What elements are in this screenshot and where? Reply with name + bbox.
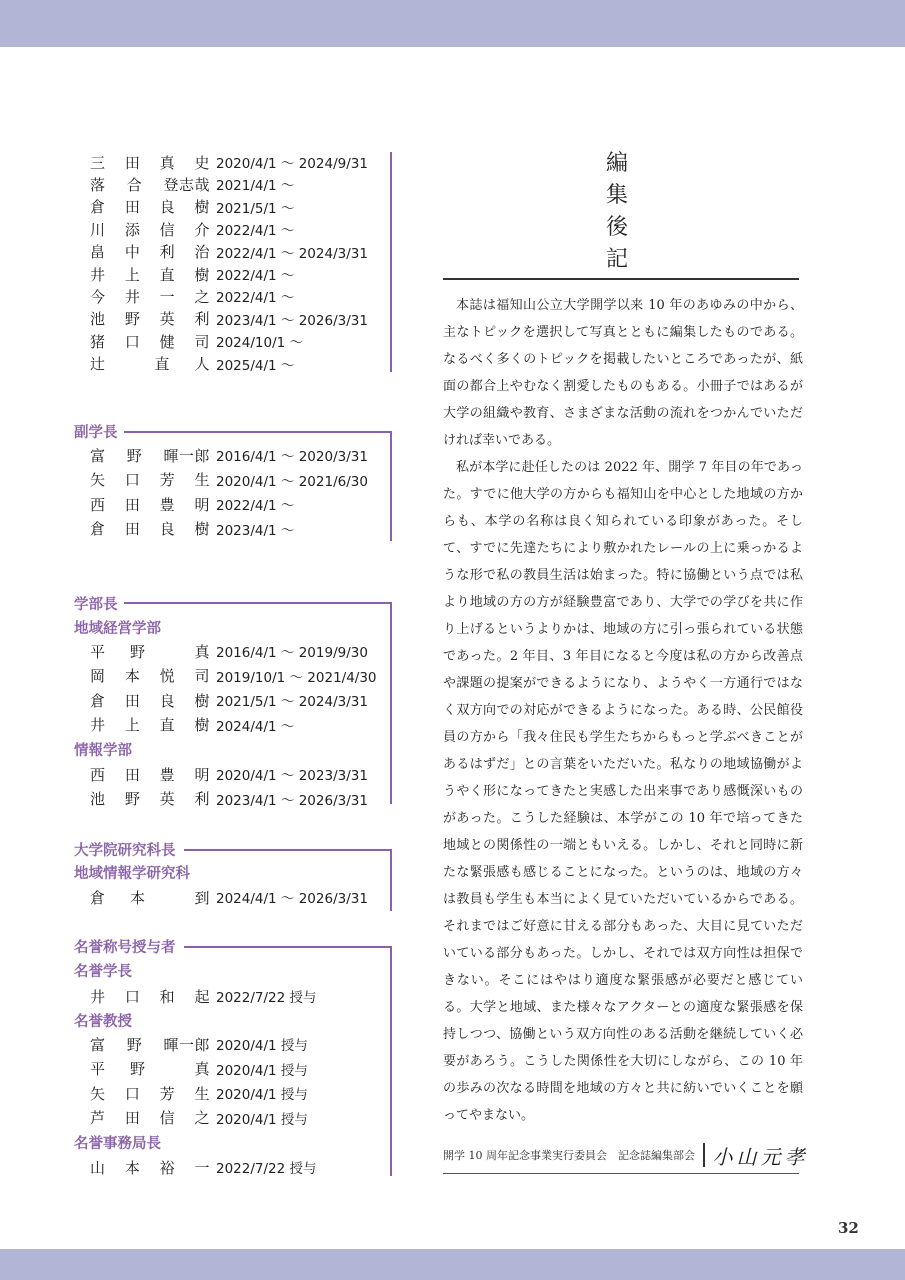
name-part: 真 — [194, 1060, 210, 1078]
name-part: 猪 — [90, 332, 106, 351]
name-part: 平 — [90, 1060, 106, 1078]
credit-text: 開学 10 周年記念事業実行委員会 記念誌編集部会 — [443, 1149, 695, 1162]
name-part: 良 — [159, 520, 176, 538]
name-part: 山 — [90, 1158, 106, 1177]
section-heading-vice-president: 副学長 — [74, 425, 118, 441]
name-part: 介 — [194, 220, 210, 239]
name-part: 人 — [194, 355, 210, 374]
person-name — [90, 1058, 210, 1079]
section-heading-grad-school: 大学院研究科長 — [74, 843, 176, 859]
person-name — [90, 665, 210, 686]
person-name — [90, 764, 210, 785]
name-part: 和 — [159, 987, 176, 1006]
term-dates: 2025/4/1 ～ — [216, 357, 295, 374]
credit-rule — [443, 1173, 799, 1174]
section-heading-deans: 学部長 — [74, 597, 118, 613]
name-part: 芦 — [90, 1109, 106, 1127]
name-part: 口 — [124, 471, 141, 489]
section-border — [390, 431, 392, 541]
name-part: 明 — [194, 495, 210, 514]
subheading-faculty: 地域経営学部 — [74, 621, 161, 637]
postscript-body — [443, 292, 803, 1129]
roster-row — [90, 308, 368, 330]
term-dates: 2023/4/1 ～ 2026/3/31 — [216, 792, 368, 809]
term-dates: 2024/4/1 ～ — [216, 718, 295, 735]
name-part: 英 — [159, 310, 176, 329]
person-name — [90, 286, 210, 307]
name-part: 矢 — [90, 471, 106, 489]
name-part: 豊 — [159, 765, 176, 784]
roster-row — [90, 330, 303, 352]
term-dates: 2020/4/1 ～ 2024/9/31 — [216, 156, 368, 172]
section-border — [390, 849, 392, 911]
name-part: 口 — [124, 332, 141, 351]
title-char: 編 — [605, 151, 628, 176]
name-part: 井 — [90, 987, 106, 1006]
name-part: 登志哉 — [163, 175, 210, 194]
credit-separator — [703, 1143, 705, 1167]
person-name — [90, 219, 210, 240]
roster-row — [90, 518, 294, 540]
term-dates: 2016/4/1 ～ 2019/9/30 — [216, 645, 368, 661]
roster-row — [90, 689, 368, 711]
roster-row — [90, 285, 294, 307]
name-part: 生 — [194, 471, 210, 489]
name-part: 之 — [194, 287, 210, 306]
name-part: 直 — [154, 355, 170, 374]
person-name — [90, 174, 210, 195]
person-name — [90, 494, 210, 515]
term-dates: 2016/4/1 ～ 2020/3/31 — [216, 449, 368, 465]
name-part: 倉 — [90, 520, 106, 538]
person-name — [90, 308, 210, 329]
section-border — [390, 602, 392, 804]
name-part: 倉 — [90, 691, 106, 710]
name-part: 落 — [90, 175, 106, 194]
person-name — [90, 641, 210, 662]
name-part: 野 — [126, 1035, 143, 1054]
person-name — [90, 152, 210, 173]
name-part: 三 — [90, 153, 106, 172]
credit-line — [443, 1142, 809, 1168]
person-name — [90, 1083, 210, 1104]
section-border — [390, 152, 392, 372]
top-band — [0, 0, 905, 47]
name-part: 裕 — [159, 1158, 176, 1177]
roster-row — [90, 241, 368, 263]
name-part: 良 — [159, 198, 176, 217]
person-name — [90, 518, 210, 539]
person-name — [90, 1034, 210, 1055]
name-part: 之 — [194, 1109, 210, 1127]
subheading-honorary: 名誉事務局長 — [74, 1136, 161, 1152]
roster-row — [90, 263, 294, 285]
name-part: 暉一郎 — [163, 1035, 210, 1054]
name-part: 本 — [124, 667, 141, 685]
person-name — [90, 264, 210, 285]
term-dates: 2020/4/1 授与 — [216, 1111, 308, 1128]
roster-row — [90, 353, 294, 375]
name-part: 口 — [124, 987, 141, 1006]
name-part: 今 — [90, 287, 106, 306]
title-char: 集 — [605, 183, 628, 208]
name-part: 野 — [130, 1060, 146, 1078]
term-dates: 2021/4/1 ～ — [216, 178, 295, 195]
roster-row — [90, 886, 368, 908]
name-part: 池 — [90, 790, 106, 808]
term-dates: 2021/5/1 ～ — [216, 200, 295, 217]
person-name — [90, 1157, 210, 1178]
name-part: 真 — [194, 642, 210, 661]
name-part: 井 — [124, 287, 141, 306]
name-part: 富 — [90, 446, 106, 465]
paragraph: 私が本学に赴任したのは 2022 年、開学 7 年目の年であった。すでに他大学の方からも福知山を中心とした地域の方からも、本学の名称は良く知られている印象があった。そして、すでに先達たちにより敷かれたレールの上に乗っかるような形で私の教員生活は始まった。特に協働という点では私より地域の方の方が経験豊富であり、大学での学びを共に作り上げるというよりかは、地域の方に引っ張られている状態であった。2 年目、3 年目になると今度は私の方から改善点や課題の提案ができるようになり、ようやく一方通行ではなく双方向での対応ができるようになった。ある時、公民館役員の方から「我々住民も学生たちからもっと学ぶべきことがあるはずだ」との言葉をいただいた。私なりの地域協働がようやく形になってきたと実感した出来事であり感慨深いものがあった。こうした経験は、本学がこの 10 年で培ってきた地域との関係性の一端ともいえる。しかし、それと同時に新たな緊張感も感じることになった。というのは、地域の方々は教員も学生も本当によく見ていただいているからである。それまではご好意に甘える部分もあった、大目に見ていただいている部分もあった。しかし、それでは双方向性は担保できない。そこにはやはり適度な緊張感が必要だと感じている。大学と地域、また様々なアクターとの適度な緊張感を保持しつつ、協働という双方向性のある活動を継続していく必要があろう。こうした関係性を大切にしながら、この 10 年の歩みの次なる時間を地域の方々と共に紡いでいくことを願ってやまない。 — [443, 460, 803, 1123]
person-name — [90, 331, 210, 352]
name-part: 田 — [124, 765, 141, 784]
name-part: 暉一郎 — [163, 446, 210, 465]
person-name — [90, 788, 210, 809]
name-part: 添 — [124, 220, 141, 239]
name-part: 直 — [159, 265, 176, 284]
name-part: 田 — [124, 495, 141, 514]
roster-row — [90, 640, 368, 662]
bottom-band — [0, 1249, 905, 1280]
roster-row — [90, 1082, 308, 1104]
name-part: 信 — [159, 1109, 176, 1127]
name-part: 平 — [90, 642, 106, 661]
name-part: 井 — [90, 716, 106, 734]
roster-row — [90, 788, 368, 810]
name-part: 岡 — [90, 667, 106, 685]
roster-row — [90, 218, 294, 240]
person-name — [90, 353, 210, 374]
title-rule — [443, 278, 799, 280]
roster-row — [90, 1033, 308, 1055]
person-name — [90, 196, 210, 217]
person-name — [90, 241, 210, 262]
name-part: 豊 — [159, 495, 176, 514]
name-part: 樹 — [194, 691, 210, 710]
name-part: 倉 — [90, 198, 106, 217]
name-part: 辻 — [90, 355, 106, 374]
name-part: 芳 — [159, 1084, 176, 1103]
roster-row — [90, 665, 377, 687]
name-part: 井 — [90, 265, 106, 284]
name-part: 司 — [194, 332, 210, 351]
subheading-faculty: 情報学部 — [74, 743, 132, 759]
name-part: 樹 — [194, 198, 210, 217]
name-part: 樹 — [194, 265, 210, 284]
roster-row — [90, 1107, 308, 1129]
name-part: 利 — [159, 243, 176, 262]
name-part: 利 — [194, 310, 210, 329]
person-name — [90, 690, 210, 711]
person-name — [90, 714, 210, 735]
roster-row — [90, 469, 368, 491]
name-part: 利 — [194, 790, 210, 808]
name-part: 本 — [124, 1158, 141, 1177]
name-part: 野 — [126, 446, 143, 465]
name-part: 明 — [194, 765, 210, 784]
name-part: 治 — [194, 243, 210, 262]
term-dates: 2022/4/1 ～ — [216, 498, 295, 514]
term-dates: 2020/4/1 授与 — [216, 1062, 308, 1079]
name-part: 樹 — [194, 716, 210, 734]
term-dates: 2020/4/1 授与 — [216, 1038, 308, 1054]
section-rule — [184, 849, 391, 851]
name-part: 倉 — [90, 888, 106, 907]
term-dates: 2022/7/22 授与 — [216, 990, 317, 1006]
name-part: 起 — [194, 987, 210, 1006]
name-part: 中 — [124, 243, 141, 262]
name-part: 野 — [130, 642, 146, 661]
term-dates: 2021/5/1 ～ 2024/3/31 — [216, 694, 368, 710]
name-part: 矢 — [90, 1084, 106, 1103]
roster-row — [90, 151, 368, 173]
name-part: 田 — [124, 1109, 141, 1127]
roster-row — [90, 196, 294, 218]
name-part: 上 — [124, 716, 141, 734]
signature: 小山元孝 — [712, 1144, 809, 1169]
name-part: 池 — [90, 310, 106, 329]
section-heading-honorary: 名誉称号授与者 — [74, 940, 176, 956]
roster-row — [90, 1058, 308, 1080]
name-part: 生 — [194, 1084, 210, 1103]
name-part: 真 — [159, 153, 176, 172]
name-part: 良 — [159, 691, 176, 710]
term-dates: 2022/4/1 ～ — [216, 223, 295, 240]
name-part: 直 — [159, 716, 176, 734]
name-part: 富 — [90, 1035, 106, 1054]
postscript-title — [600, 148, 634, 276]
person-name — [90, 887, 210, 908]
name-part: 到 — [194, 888, 210, 907]
name-part: 西 — [90, 765, 106, 784]
term-dates: 2024/4/1 ～ 2026/3/31 — [216, 891, 368, 907]
name-part: 口 — [124, 1084, 141, 1103]
roster-row — [90, 444, 368, 466]
roster-row — [90, 985, 317, 1007]
name-part: 悦 — [159, 667, 176, 685]
name-part: 本 — [130, 888, 146, 907]
subheading-honorary: 名誉教授 — [74, 1014, 132, 1030]
roster-row — [90, 493, 294, 515]
name-part: 西 — [90, 495, 106, 514]
name-part: 田 — [124, 153, 141, 172]
person-name — [90, 1107, 210, 1128]
term-dates: 2022/4/1 ～ — [216, 268, 295, 284]
title-char: 記 — [605, 247, 628, 272]
name-part: 一 — [159, 287, 176, 306]
name-part: 野 — [124, 790, 141, 808]
name-part: 上 — [124, 265, 141, 284]
name-part: 信 — [159, 220, 176, 239]
term-dates: 2020/4/1 授与 — [216, 1087, 308, 1103]
name-part: 一 — [194, 1158, 210, 1177]
section-rule — [124, 602, 391, 604]
name-part: 芳 — [159, 471, 176, 489]
person-name — [90, 445, 210, 466]
person-name — [90, 469, 210, 490]
roster-row — [90, 763, 368, 785]
page-number: 32 — [838, 1219, 859, 1237]
roster-row — [90, 1156, 317, 1178]
subheading-graduate: 地域情報学研究科 — [74, 866, 190, 882]
roster-row — [90, 173, 294, 195]
name-part: 樹 — [194, 520, 210, 538]
term-dates: 2022/4/1 ～ 2024/3/31 — [216, 245, 368, 262]
name-part: 田 — [124, 520, 141, 538]
paragraph: 本誌は福知山公立大学開学以来 10 年のあゆみの中から、主なトピックを選択して写真とともに編集したものである。なるべく多くのトピックを掲載したいところであったが、紙面の都合上やむなく割愛したものもある。小冊子ではあるが大学の組織や教育、さまざまな活動の流れをつかんでいただければ幸いである。 — [443, 298, 803, 448]
name-part: 野 — [124, 310, 141, 329]
name-part: 史 — [194, 153, 210, 172]
name-part: 合 — [126, 175, 143, 194]
section-border — [390, 946, 392, 1176]
name-part: 健 — [159, 332, 176, 351]
name-part: 川 — [90, 220, 106, 239]
term-dates: 2020/4/1 ～ 2023/3/31 — [216, 768, 368, 784]
term-dates: 2023/4/1 ～ — [216, 522, 295, 539]
subheading-honorary: 名誉学長 — [74, 964, 132, 980]
title-char: 後 — [605, 215, 628, 240]
term-dates: 2022/7/22 授与 — [216, 1161, 317, 1177]
section-rule — [124, 431, 391, 433]
term-dates: 2020/4/1 ～ 2021/6/30 — [216, 473, 368, 490]
term-dates: 2024/10/1 ～ — [216, 335, 304, 352]
name-part: 田 — [124, 691, 141, 710]
name-part: 司 — [194, 667, 210, 685]
term-dates: 2023/4/1 ～ 2026/3/31 — [216, 312, 368, 329]
section-rule — [184, 946, 391, 948]
name-part: 田 — [124, 198, 141, 217]
roster-row — [90, 714, 294, 736]
name-part: 畠 — [90, 243, 106, 262]
term-dates: 2022/4/1 ～ — [216, 290, 295, 307]
name-part: 英 — [159, 790, 176, 808]
person-name — [90, 986, 210, 1007]
term-dates: 2019/10/1 ～ 2021/4/30 — [216, 669, 377, 686]
